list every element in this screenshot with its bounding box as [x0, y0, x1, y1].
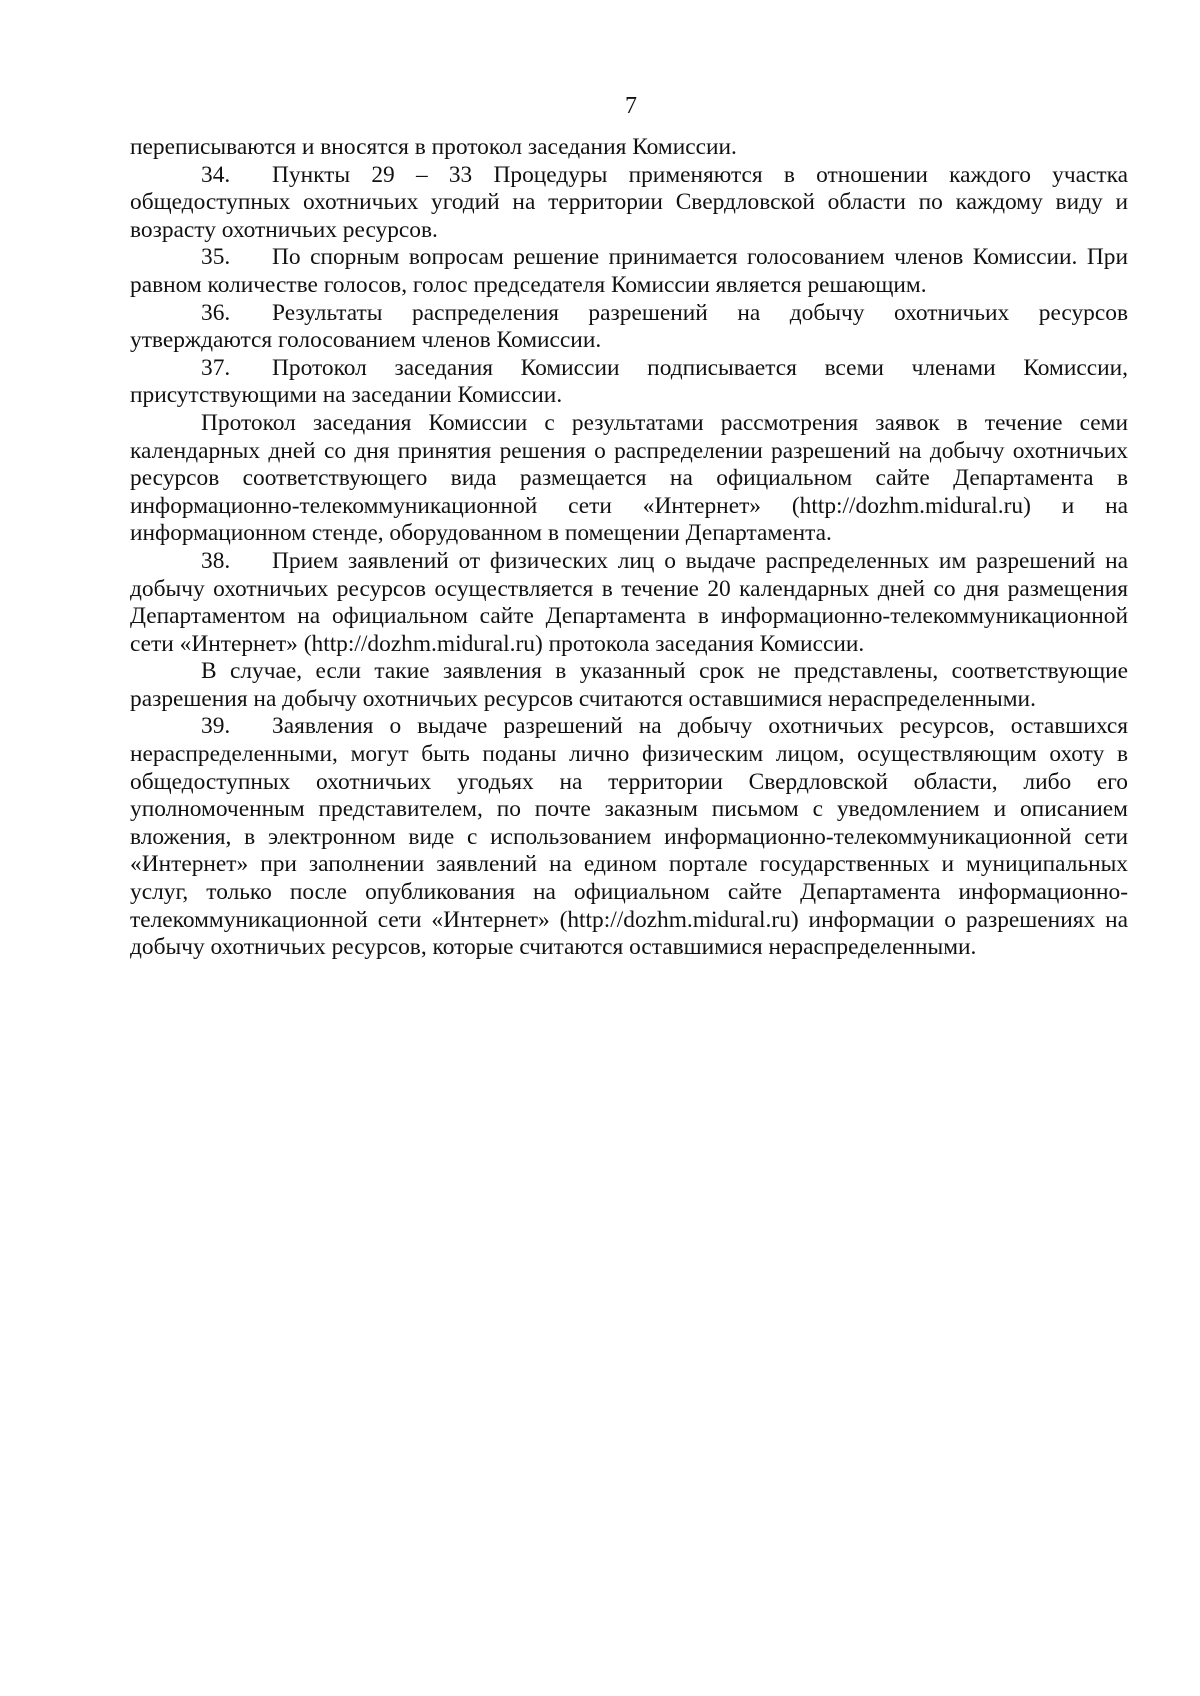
- document-body: [130, 134, 1128, 962]
- paragraph-text: По спорным вопросам решение принимается голосованием членов Комиссии. При равном количестве голосов, голос председателя Комиссии является решающим.: [130, 244, 1128, 298]
- page-number: 7: [625, 93, 637, 119]
- paragraph-text: переписываются и вносятся в протокол заседания Комиссии.: [130, 134, 737, 160]
- paragraph-number: 37.: [201, 354, 231, 381]
- paragraph-37: [130, 355, 1128, 410]
- paragraph-number: 34.: [201, 161, 231, 188]
- paragraph-34: [130, 162, 1128, 245]
- paragraph-text: Результаты распределения разрешений на добычу охотничьих ресурсов утверждаются голосованием членов Комиссии.: [130, 299, 1128, 354]
- paragraph-text: В случае, если такие заявления в указанный срок не представлены, соответствующие разрешения на добычу охотничьих ресурсов считаются оставшимися нераспределенными.: [130, 658, 1128, 712]
- paragraph-36: [130, 300, 1128, 355]
- paragraph-text: Заявления о выдаче разрешений на добычу охотничьих ресурсов, оставшихся нераспределенными, могут быть поданы лично физическим лицом, осуществляющим охоту в общедоступных охотничьих угодьях на территории Свердловской области, либо его уполномоченным представителем, по почте заказным письмом с уведомлением и описанием вложения, в электронном виде с использованием информационно-телекоммуникационной сети «Интернет» при заполнении заявлений на едином портале государственных и муниципальных услуг, только после опубликования на официальном сайте Департамента информационно-телекоммуникационной сети «Интернет» (http://dozhm.midural.ru) информации о разрешениях на добычу охотничьих ресурсов, которые считаются оставшимися нераспределенными.: [130, 713, 1128, 961]
- paragraph-38-unclaimed: [130, 658, 1128, 713]
- paragraph-text: Пункты 29 – 33 Процедуры применяются в отношении каждого участка общедоступных охотничьих угодий на территории Свердловской области по каждому виду и возрасту охотничьих ресурсов.: [130, 161, 1128, 243]
- paragraph-39: [130, 713, 1128, 961]
- paragraph-text: Прием заявлений от физических лиц о выдаче распределенных им разрешений на добычу охотничьих ресурсов осуществляется в течение 20 календарных дней со дня размещения Департаментом на официальном сайте Департамента в информационно-телекоммуникационной сети «Интернет» (http://dozhm.midural.ru) протокола заседания Комиссии.: [130, 547, 1128, 657]
- paragraph-number: 38.: [201, 547, 231, 574]
- paragraph-number: 36.: [201, 299, 231, 326]
- paragraph-38: [130, 548, 1128, 658]
- paragraph-35: [130, 244, 1128, 299]
- paragraph-text: Протокол заседания Комиссии подписывается всеми членами Комиссии, присутствующими на заседании Комиссии.: [130, 354, 1128, 409]
- paragraph-37-protocol: [130, 410, 1128, 548]
- paragraph-text: Протокол заседания Комиссии с результатами рассмотрения заявок в течение семи календарных дней со дня принятия решения о распределении разрешений на добычу охотничьих ресурсов соответствующего вида размещается на официальном сайте Департамента в информационно-телекоммуникационной сети «Интернет» (http://dozhm.midural.ru) и на информационном стенде, оборудованном в помещении Департамента.: [130, 409, 1128, 547]
- paragraph-number: 35.: [201, 244, 231, 271]
- paragraph-continuation: [130, 134, 1128, 162]
- paragraph-number: 39.: [201, 713, 231, 740]
